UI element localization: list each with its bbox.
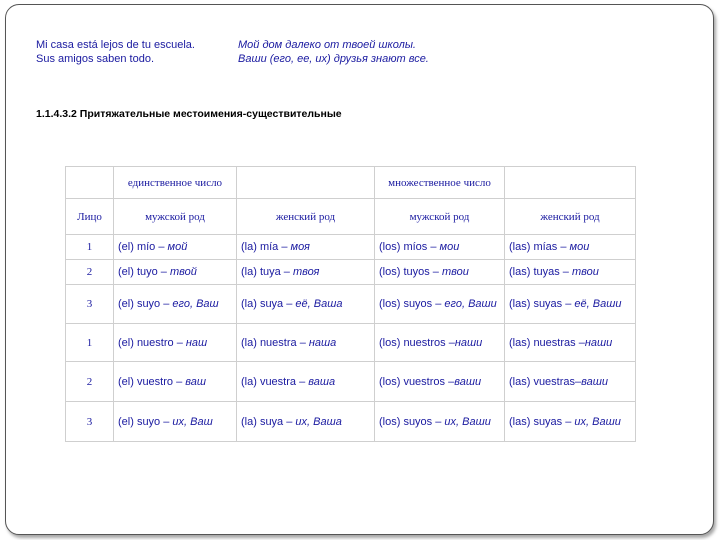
- sg-fem-cell: (la) tuya – твоя: [237, 260, 375, 285]
- person-cell: 3: [66, 285, 114, 324]
- sg-masc-cell: (el) nuestro – наш: [114, 324, 237, 362]
- pl-masc-cell: (los) tuyos – твои: [375, 260, 505, 285]
- sg-masc-cell: (el) vuestro – ваш: [114, 362, 237, 402]
- empty-header-cell: [66, 167, 114, 199]
- russian-examples: [238, 38, 429, 66]
- column-header-row: [66, 199, 636, 235]
- pl-masc-cell: (los) suyos – их, Ваши: [375, 402, 505, 442]
- table-row: [66, 235, 636, 260]
- table-row: [66, 285, 636, 324]
- pl-fem-cell: (las) nuestras –наши: [505, 324, 636, 362]
- sg-fem-cell: (la) vuestra – ваша: [237, 362, 375, 402]
- pl-masc-header: мужской род: [375, 199, 505, 235]
- person-cell: 3: [66, 402, 114, 442]
- pronoun-table: [65, 166, 636, 442]
- spanish-example-1: Mi casa está lejos de tu escuela.: [36, 39, 195, 51]
- pl-masc-cell: (los) míos – мои: [375, 235, 505, 260]
- pl-fem-cell: (las) mías – мои: [505, 235, 636, 260]
- sg-fem-header: женский род: [237, 199, 375, 235]
- person-cell: 2: [66, 260, 114, 285]
- table-row: [66, 324, 636, 362]
- table-row: [66, 402, 636, 442]
- person-cell: 2: [66, 362, 114, 402]
- sg-masc-header: мужской род: [114, 199, 237, 235]
- sg-fem-cell: (la) nuestra – наша: [237, 324, 375, 362]
- group-header-row: [66, 167, 636, 199]
- empty-header-cell: [237, 167, 375, 199]
- sg-masc-cell: (el) mío – мой: [114, 235, 237, 260]
- russian-example-1: Мой дом далеко от твоей школы.: [238, 39, 416, 51]
- pl-masc-cell: (los) nuestros –наши: [375, 324, 505, 362]
- plural-header: множественное число: [375, 167, 505, 199]
- sg-masc-cell: (el) tuyo – твой: [114, 260, 237, 285]
- pl-fem-cell: (las) tuyas – твои: [505, 260, 636, 285]
- person-cell: 1: [66, 324, 114, 362]
- sg-fem-cell: (la) mía – моя: [237, 235, 375, 260]
- spanish-example-2: Sus amigos saben todo.: [36, 53, 155, 65]
- table-row: [66, 260, 636, 285]
- singular-header: единственное число: [114, 167, 237, 199]
- sg-fem-cell: (la) suya – их, Ваша: [237, 402, 375, 442]
- person-header: Лицо: [66, 199, 114, 235]
- pl-fem-cell: (las) vuestras–ваши: [505, 362, 636, 402]
- empty-header-cell: [505, 167, 636, 199]
- sg-masc-cell: (el) suyo – их, Ваш: [114, 402, 237, 442]
- pl-fem-cell: (las) suyas – её, Ваши: [505, 285, 636, 324]
- russian-example-2: Ваши (его, ее, их) друзья знают все.: [238, 53, 429, 65]
- person-cell: 1: [66, 235, 114, 260]
- section-heading: 1.1.4.3.2 Притяжательные местоимения-существительные: [36, 108, 342, 120]
- spanish-examples: [36, 38, 195, 66]
- pl-fem-header: женский род: [505, 199, 636, 235]
- pl-fem-cell: (las) suyas – их, Ваши: [505, 402, 636, 442]
- sg-fem-cell: (la) suya – её, Ваша: [237, 285, 375, 324]
- pl-masc-cell: (los) vuestros –ваши: [375, 362, 505, 402]
- table-row: [66, 362, 636, 402]
- pl-masc-cell: (los) suyos – его, Ваши: [375, 285, 505, 324]
- sg-masc-cell: (el) suyo – его, Ваш: [114, 285, 237, 324]
